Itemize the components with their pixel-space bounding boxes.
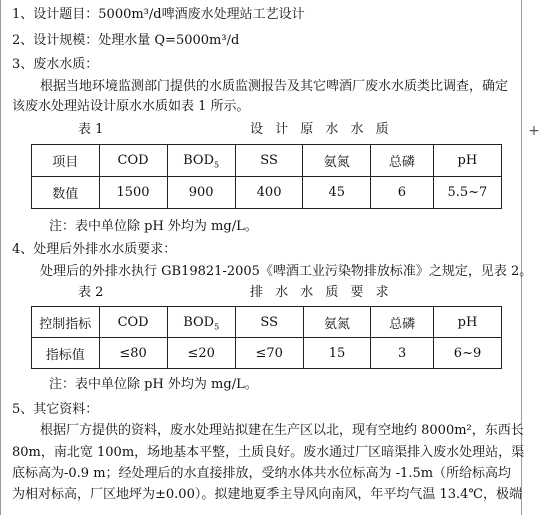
paragraph-line: 80m，南北宽 100m，场地基本平整，土质良好。废水通过厂区暗渠排入废水处理站，渠 — [12, 445, 525, 460]
table-1-title: 设 计 原 水 水 质 — [250, 122, 393, 137]
table-cell: COD — [99, 307, 167, 338]
paragraph-line: 该废水处理站设计原水水质如表 1 所示。 — [12, 99, 250, 114]
paragraph-line: 底标高为-0.9 m；经处理后的水直接排放，受纳水体共水位标高为 -1.5m（所给标高均 — [12, 466, 512, 481]
table-cell: 900 — [167, 177, 235, 209]
table-cell: 总磷 — [371, 145, 434, 177]
table-cell: 数值 — [32, 177, 100, 209]
table-2 — [31, 306, 502, 369]
table-cell: 控制指标 — [32, 307, 100, 338]
table-2-title: 排 水 水 质 要 求 — [250, 285, 393, 300]
subscript: 5 — [214, 160, 220, 170]
paragraph-line: 根据当地环境监测部门提供的水质监测报告及其它啤酒厂废水水质类比调查，确定 — [40, 79, 509, 94]
section-4-heading: 4、处理后外排水水质要求： — [12, 242, 177, 257]
table-cell: ≤70 — [235, 338, 303, 369]
table-cell: 氨氮 — [303, 307, 371, 338]
table-cell: 1500 — [99, 177, 167, 209]
table-cell: 400 — [235, 177, 303, 209]
table-cell: 指标值 — [32, 338, 100, 369]
table-cell — [167, 145, 235, 177]
section-5-heading: 5、其它资料： — [12, 402, 99, 417]
table-row — [32, 145, 502, 177]
table-cell: SS — [235, 145, 303, 177]
table-cell: pH — [434, 307, 502, 338]
table-cell: 3 — [371, 338, 434, 369]
table-cell-text: BOD — [183, 314, 215, 330]
table-cell — [167, 307, 235, 338]
table-row — [32, 338, 502, 369]
table-cell: 项目 — [32, 145, 100, 177]
table-cell: pH — [433, 145, 501, 177]
table-2-label: 表 2 — [78, 285, 104, 300]
table-cell: 15 — [303, 338, 371, 369]
table-cell-text: BOD — [183, 153, 214, 168]
table-1 — [31, 144, 502, 209]
table-row — [32, 177, 502, 209]
design-scale: 2、设计规模：处理水量 Q=5000m³/d — [12, 33, 240, 48]
table-cell: 6~9 — [434, 338, 502, 369]
design-topic: 1、设计题目：5000m³/d啤酒废水处理站工艺设计 — [12, 7, 305, 22]
table-cell: 总磷 — [371, 307, 434, 338]
table-cell: 5.5~7 — [433, 177, 501, 209]
table-cell: 氨氮 — [303, 145, 371, 177]
paragraph-line: 为相对标高，厂区地坪为±0.00）。拟建地夏季主导风向南风，年平均气温 13.4℃，极端 — [12, 487, 522, 502]
paragraph-line: 处理后的外排水执行 GB19821-2005《啤酒工业污染物排放标准》之规定，见表 2。 — [40, 264, 533, 279]
subscript: 5 — [214, 322, 220, 332]
table-1-note: 注：表中单位除 pH 外均为 mg/L。 — [49, 219, 258, 234]
section-3-heading: 3、废水水质： — [12, 57, 99, 72]
table-row — [32, 307, 502, 338]
table-cell: ≤80 — [99, 338, 167, 369]
table-cell: 45 — [303, 177, 371, 209]
expand-plus-icon[interactable]: + — [528, 123, 540, 139]
table-cell: COD — [99, 145, 167, 177]
table-1-label: 表 1 — [78, 122, 104, 137]
table-cell: 6 — [371, 177, 434, 209]
table-cell: ≤20 — [167, 338, 235, 369]
table-2-note: 注：表中单位除 pH 外均为 mg/L。 — [49, 377, 258, 392]
table-cell: SS — [235, 307, 303, 338]
paragraph-line: 根据厂方提供的资料，废水处理站拟建在生产区以北，现有空地约 8000m²，东西长 — [40, 423, 524, 438]
